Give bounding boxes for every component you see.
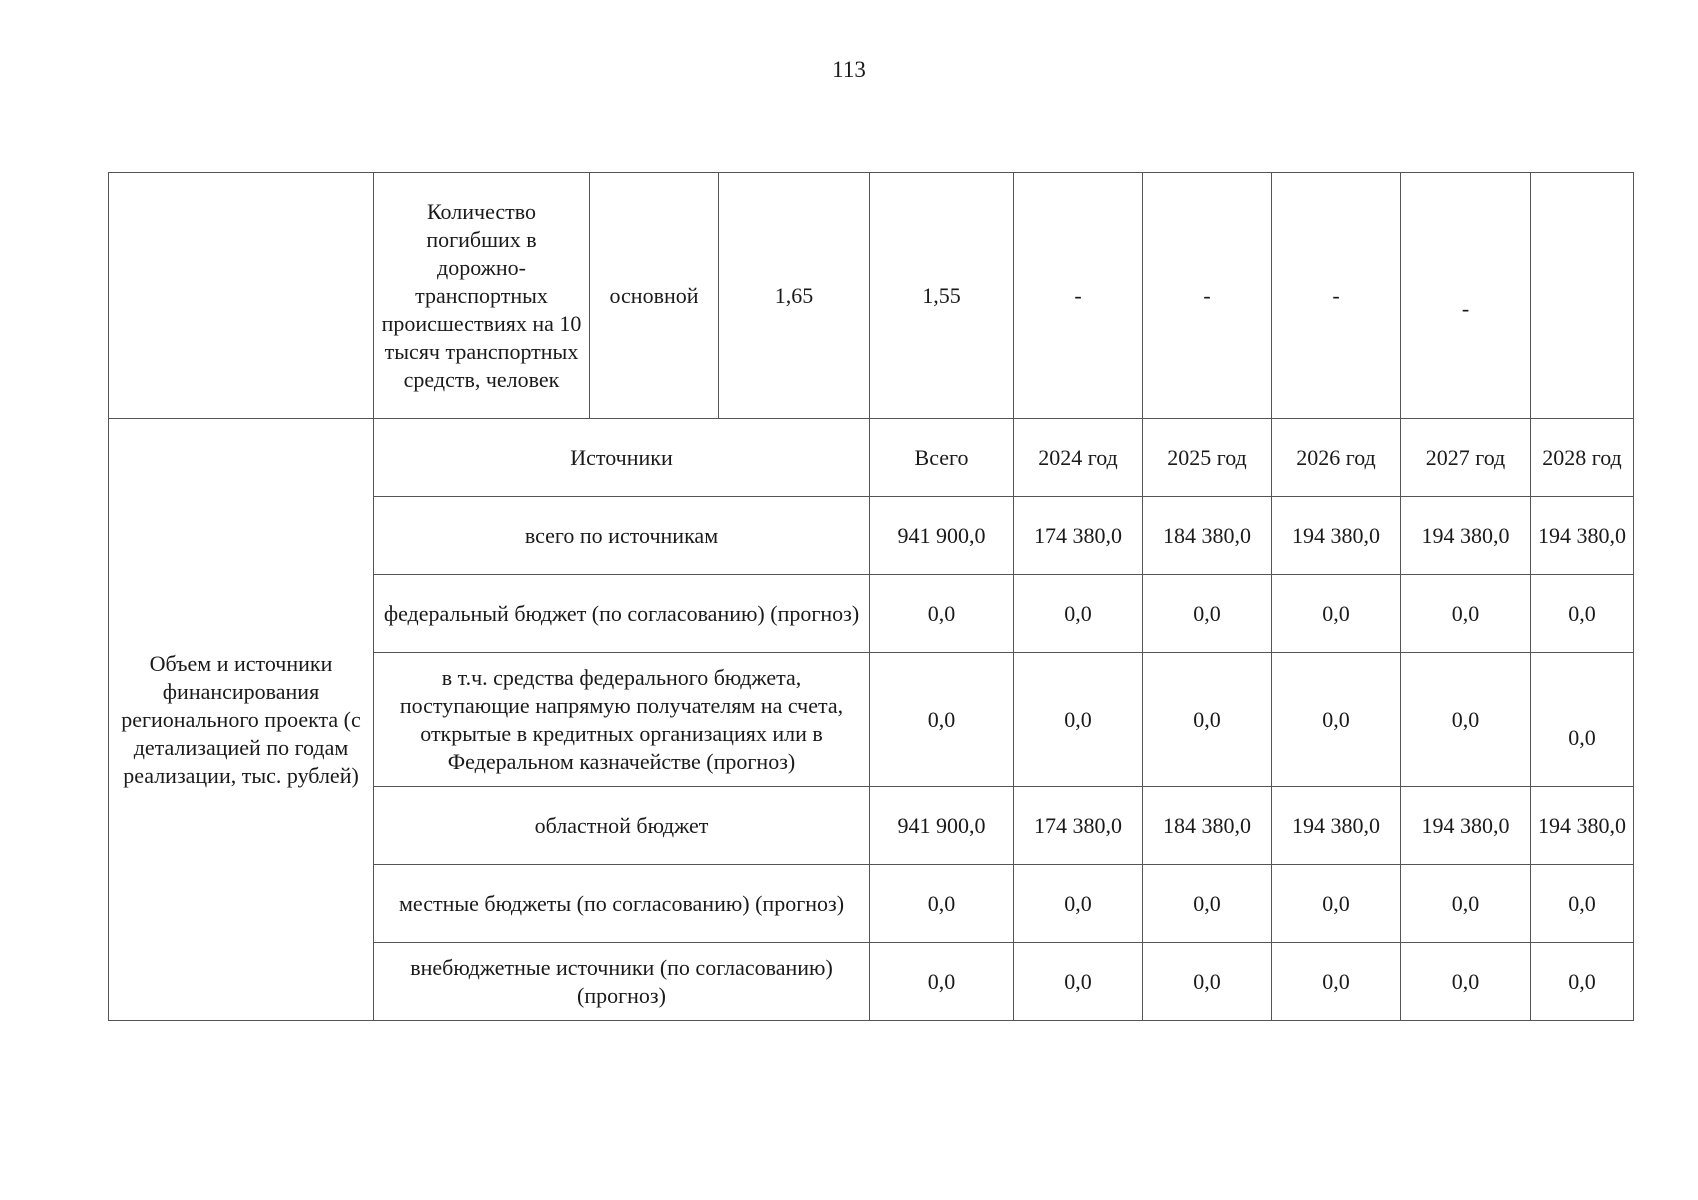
empty-cell <box>109 173 374 419</box>
value-cell: 0,0 <box>1401 575 1531 653</box>
value-cell: 0,0 <box>1531 653 1634 787</box>
indicator-type: основной <box>590 173 719 419</box>
value-cell: 0,0 <box>870 653 1014 787</box>
page-number: 113 <box>832 57 866 82</box>
indicator-value: - <box>1401 173 1531 419</box>
value-cell: 0,0 <box>1143 653 1272 787</box>
value-cell: 0,0 <box>1143 865 1272 943</box>
value-cell: 184 380,0 <box>1143 787 1272 865</box>
financing-header-row <box>109 419 1634 497</box>
value-cell: 194 380,0 <box>1272 787 1401 865</box>
header-year: 2025 год <box>1143 419 1272 497</box>
value-cell: 194 380,0 <box>1531 787 1634 865</box>
value-cell: 0,0 <box>1014 865 1143 943</box>
value-cell: 0,0 <box>1531 943 1634 1021</box>
value-cell: 0,0 <box>1014 653 1143 787</box>
source-name: всего по источникам <box>374 497 870 575</box>
header-year: 2026 год <box>1272 419 1401 497</box>
value-cell: 0,0 <box>1143 943 1272 1021</box>
indicator-row <box>109 173 1634 419</box>
value-cell: 174 380,0 <box>1014 787 1143 865</box>
source-name: внебюджетные источники (по согласованию) (прогноз) <box>374 943 870 1021</box>
value-cell: 0,0 <box>870 943 1014 1021</box>
header-year: 2028 год <box>1531 419 1634 497</box>
value-cell: 0,0 <box>1014 575 1143 653</box>
value-cell: 0,0 <box>1272 575 1401 653</box>
value-cell: 0,0 <box>1272 653 1401 787</box>
indicator-value: - <box>1014 173 1143 419</box>
value-cell: 941 900,0 <box>870 497 1014 575</box>
source-name: в т.ч. средства федерального бюджета, поступающие напрямую получателям на счета, открытые в кредитных организациях или в Федеральном казначействе (прогноз) <box>374 653 870 787</box>
indicator-base-value: 1,65 <box>719 173 870 419</box>
source-name: местные бюджеты (по согласованию) (прогноз) <box>374 865 870 943</box>
value-cell: 0,0 <box>1401 653 1531 787</box>
value-cell: 194 380,0 <box>1401 787 1531 865</box>
indicator-name: Количество погибших в дорожно-транспортных происшествиях на 10 тысяч транспортных средств, человек <box>374 173 590 419</box>
source-name: областной бюджет <box>374 787 870 865</box>
value-cell: 0,0 <box>1401 943 1531 1021</box>
project-table <box>108 172 1634 1021</box>
source-name: федеральный бюджет (по согласованию) (прогноз) <box>374 575 870 653</box>
financing-label: Объем и источники финансирования регионального проекта (с детализацией по годам реализации, тыс. рублей) <box>109 419 374 1021</box>
header-sources: Источники <box>374 419 870 497</box>
value-cell: 0,0 <box>1272 865 1401 943</box>
value-cell: 194 380,0 <box>1401 497 1531 575</box>
value-cell: 0,0 <box>870 575 1014 653</box>
value-cell: 194 380,0 <box>1272 497 1401 575</box>
value-cell: 194 380,0 <box>1531 497 1634 575</box>
value-cell: 0,0 <box>1014 943 1143 1021</box>
value-cell: 0,0 <box>1401 865 1531 943</box>
header-year: 2027 год <box>1401 419 1531 497</box>
value-cell: 184 380,0 <box>1143 497 1272 575</box>
indicator-value: 1,55 <box>870 173 1014 419</box>
value-cell: 0,0 <box>1143 575 1272 653</box>
header-year: 2024 год <box>1014 419 1143 497</box>
indicator-value: - <box>1272 173 1401 419</box>
header-total: Всего <box>870 419 1014 497</box>
value-cell: 174 380,0 <box>1014 497 1143 575</box>
value-cell: 0,0 <box>1272 943 1401 1021</box>
value-cell: 0,0 <box>1531 865 1634 943</box>
indicator-value: - <box>1143 173 1272 419</box>
value-cell: 941 900,0 <box>870 787 1014 865</box>
value-cell: 0,0 <box>1531 575 1634 653</box>
indicator-value <box>1531 173 1634 419</box>
value-cell: 0,0 <box>870 865 1014 943</box>
